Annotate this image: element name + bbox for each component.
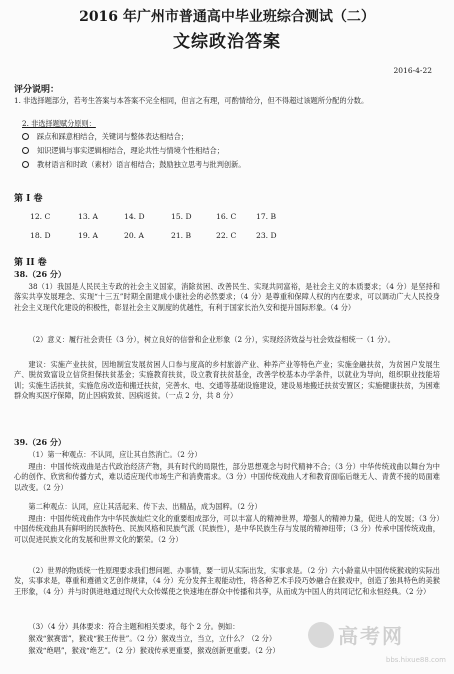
q38-heading: 38.（26 分）	[14, 269, 66, 279]
bullet-item: 踩点和踩意相结合，关键词与整体表达相结合；	[22, 132, 188, 142]
answer-cell: 17. B	[256, 212, 277, 221]
q39-paragraph-2: 理由：中国传统戏曲是古代政治经济产物，具有时代的局限性，部分思想观念与时代精神不合；（3 分）中华传统戏曲以舞台为中心的创作、欣赏和传播方式，难以适应现代市场生产和消费需求。（3 分）中国传统戏曲人才和教育面临后继无人、青黄不接的局面难以改变。（2 分）	[14, 462, 440, 492]
q38-paragraph-2: （2）意义：履行社会责任（3 分），树立良好的信誉和企业形象（2 分），实现经济效益与社会效益相统一（1 分）。	[28, 335, 395, 344]
q38-paragraph-3: 建议：实施产业扶贫，因地制宜发展贫困人口参与度高的乡村旅游产业、种养产业等特色产业；实施金融扶贫，为贫困户发展生产、脱贫致富设立信贷担保扶贫基金；实施教育扶贫，设立教育扶贫基金，改善学校基本办学条件，以就业为导向，组织职业技能培训；实施生活扶贫，实施危房改造和搬迁扶贫，完善水、电、交通等基础设施建设，建设易地搬迁扶贫安置区；实施健康扶贫，为困难群众购买医疗保障，防止因病致贫、因病返贫。（一点 2 分，共 8 分）	[14, 360, 440, 401]
watermark-url: bbs.hixue88.com	[385, 656, 446, 664]
q39-heading: 39.（26 分）	[14, 437, 66, 447]
answer-cell: 14. D	[124, 212, 145, 221]
answer-cell: 23. D	[256, 231, 277, 240]
document-date: 2016-4-22	[393, 66, 432, 75]
bullet-item: 教材语言和时政（素材）语言相结合；鼓励独立思考与批判创新。	[22, 160, 245, 170]
q38-paragraph-1: 38（1）我国是人民民主专政的社会主义国家，消除贫困、改善民生、实现共同富裕，是社会主义的本质要求；（4 分）是坚持和落实共享发展理念、实现“十三五”时期全面建成小康社会的必然要求；（4 分）是尊重和保障人权的内在要求，可以调动广大人民投身社会主义现代化建设的积极性，彰显社会主义制度的优越性，有利于国家长治久安和提升国际形象。（4 分）	[14, 282, 440, 312]
document-subtitle: 文综政治答案	[173, 32, 281, 52]
watermark-logo-icon	[308, 622, 334, 648]
q39-paragraph-5: （2）世界的物质统一性原理要求我们想问题、办事情，要一切从实际出发，实事求是。（2 分）六小龄童从中国传统猴戏的实际出发，实事求是，尊重和遵循文艺创作规律，（4 分）充分发挥主观能动性，将各种艺术手段巧妙融合在猴戏中，创造了独具特色的美猴王形象，（4 分）并与时俱进地通过现代大众传媒使之快速地在群众中传播和共享，从而成为中国人的共同记忆和永恒经典。（2 分）	[14, 566, 440, 596]
scoring-heading: 评分说明：	[14, 85, 60, 95]
answer-cell: 13. A	[78, 212, 98, 221]
part2-heading: 第 II 卷	[14, 258, 47, 268]
part1-heading: 第 I 卷	[14, 194, 43, 204]
answer-cell: 21. B	[171, 231, 192, 240]
scoring-item-1: 1. 非选择题部分，若考生答案与本答案不完全相同，但言之有理，可酌情给分，但不得超过该题所分配的分数。	[14, 96, 369, 105]
q39-paragraph-7: 猴戏“猴赛雷”，猴戏“猴王传世”。（2 分）猴戏当立，当立，立什么？（2 分）	[28, 634, 277, 643]
answer-cell: 12. C	[30, 212, 51, 221]
watermark-text: 高考网	[338, 624, 404, 648]
answer-cell: 18. D	[30, 231, 51, 240]
answer-cell: 15. D	[171, 212, 192, 221]
answer-cell: 20. A	[124, 231, 144, 240]
circle-bullet-icon	[22, 133, 29, 140]
bullet-item: 知识逻辑与事实逻辑相结合，理论共性与情境个性相结合；	[22, 146, 224, 156]
circle-bullet-icon	[22, 147, 29, 154]
q39-paragraph-6: （3）（4 分）具体要求：符合主题和相关要求，每个 2 分。例如：	[28, 622, 240, 631]
answer-cell: 22. C	[216, 231, 237, 240]
q39-paragraph-1: （1）第一种观点：不认同，应让其自然消亡。（2 分）	[28, 450, 202, 459]
answer-cell: 16. C	[216, 212, 237, 221]
circle-bullet-icon	[22, 161, 29, 168]
scoring-item-2: 2. 非选择题赋分原则：	[22, 119, 96, 128]
q39-paragraph-3: 第二种观点：认同，应让其活起来、传下去、出精品，成为国粹。（2 分）	[28, 502, 262, 511]
q39-paragraph-4: 理由：中国传统戏曲作为中华民族灿烂文化的重要组成部分，可以丰富人的精神世界，增强人的精神力量，促进人的发展；（3 分）中国传统戏曲具有鲜明的民族特色、民族风格和民族气派（民族性），是中华民族生存与发展的精神纽带；（3 分）传承中国传统戏曲，可以促进民族文化的发展和世界文化的繁荣。（2 分）	[14, 514, 440, 544]
q39-paragraph-8: 猴戏“绝唱”，猴戏“绝艺”。（2 分）猴戏传承更重要，猴戏创新更重要。（2 分）	[28, 646, 280, 655]
site-watermark	[308, 620, 448, 650]
document-title: 2016 年广州市普通高中毕业班综合测试（二）	[79, 9, 375, 25]
answer-cell: 19. A	[78, 231, 98, 240]
